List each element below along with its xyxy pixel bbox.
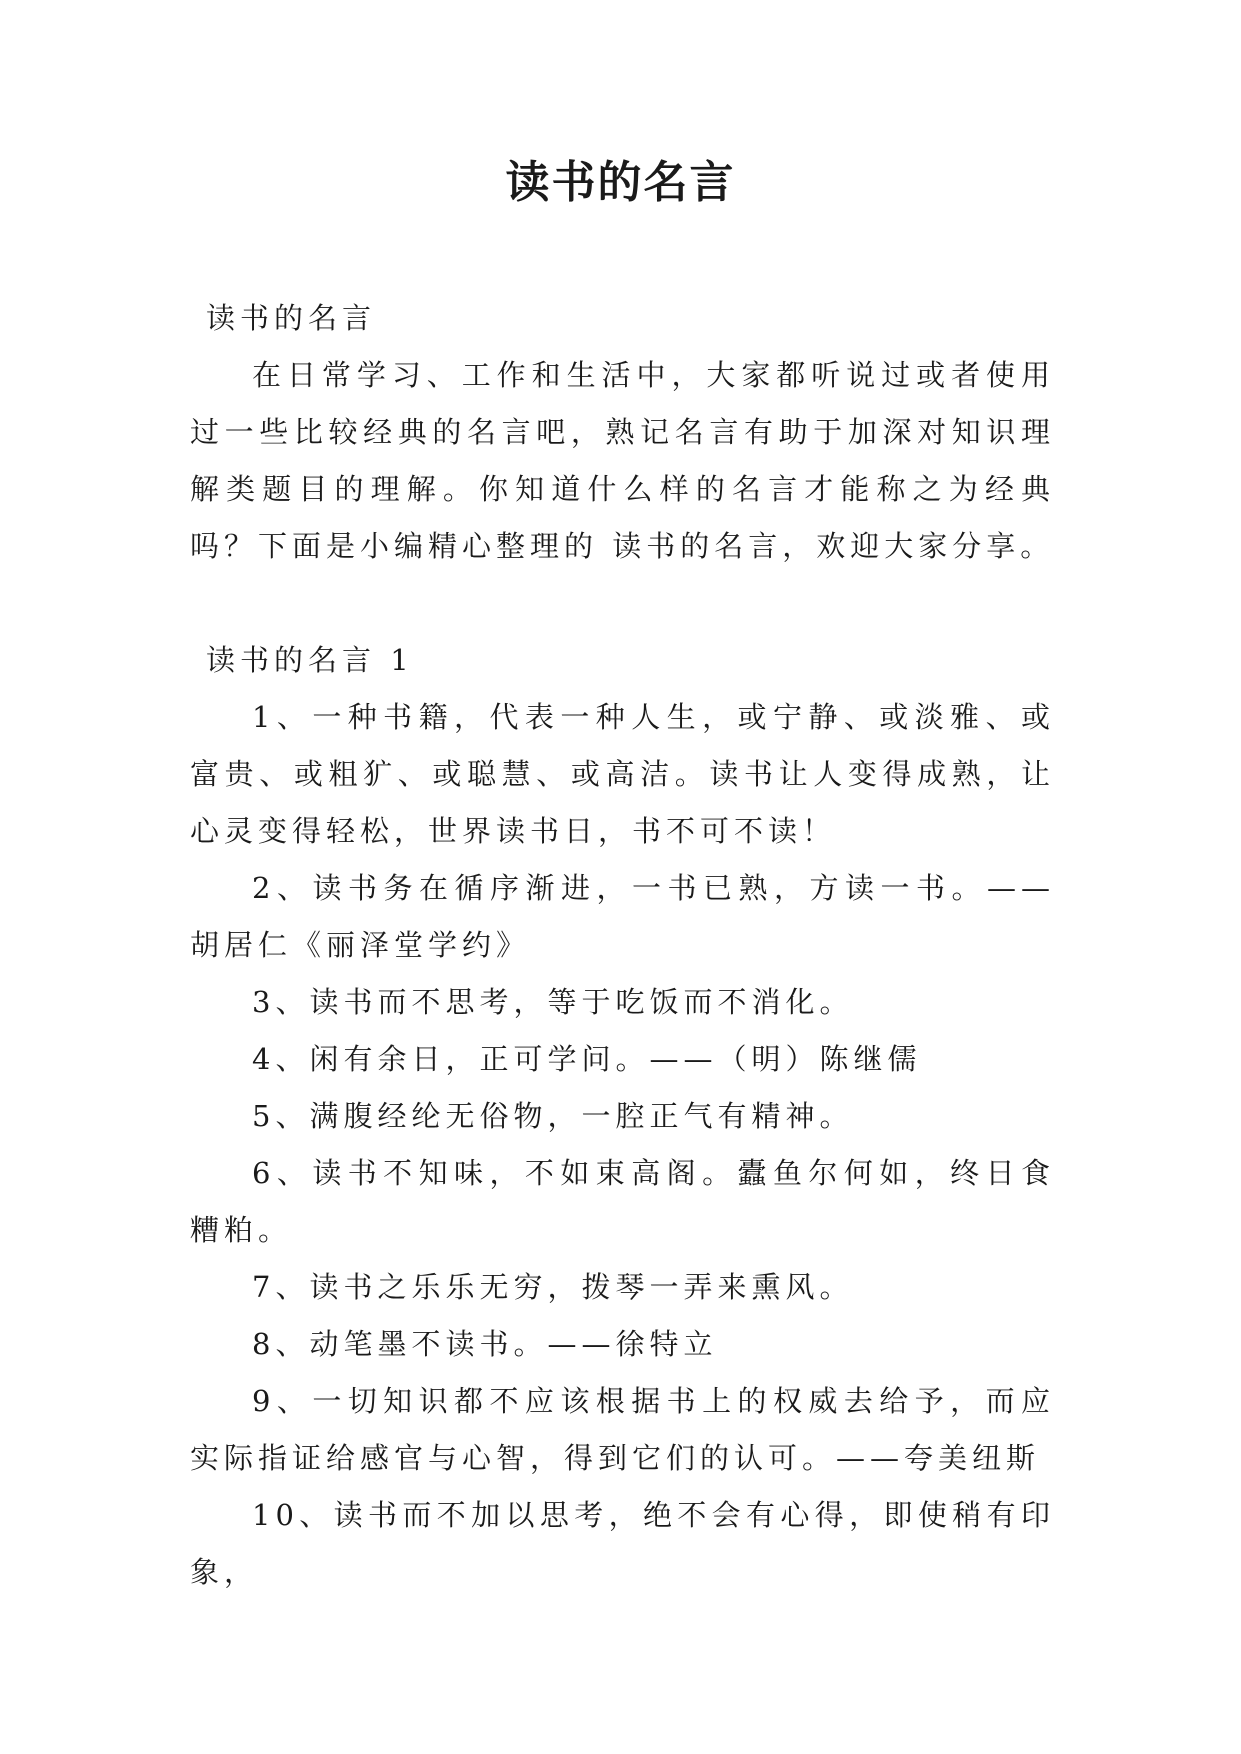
quote-list (190, 689, 1055, 1601)
intro-paragraph: 在日常学习、工作和生活中，大家都听说过或者使用过一些比较经典的名言吧，熟记名言有助于加深对知识理解类题目的理解。你知道什么样的名言才能称之为经典吗？下面是小编精心整理的 读书的名言，欢迎大家分享。 (190, 358, 1055, 563)
intro-heading: 读书的名言 (206, 301, 377, 335)
quote-item: 8、动笔墨不读书。——徐特立 (252, 1327, 718, 1361)
quote-item: 3、读书而不思考，等于吃饭而不消化。 (252, 985, 854, 1019)
section-heading: 读书的名言 1 (206, 643, 414, 677)
document-body (190, 290, 1055, 1601)
quote-item: 1、一种书籍，代表一种人生，或宁静、或淡雅、或富贵、或粗犷、或聪慧、或高洁。读书让人变得成熟，让心灵变得轻松，世界读书日，书不可不读！ (190, 700, 1055, 848)
quote-item: 9、一切知识都不应该根据书上的权威去给予，而应实际指证给感官与心智，得到它们的认可。——夸美纽斯 (190, 1384, 1055, 1475)
section-spacer (190, 575, 1055, 632)
quote-item: 6、读书不知味，不如束高阁。蠹鱼尔何如，终日食糟粕。 (190, 1156, 1055, 1247)
quote-item: 10、读书而不加以思考，绝不会有心得，即使稍有印象， (190, 1498, 1055, 1589)
quote-item: 4、闲有余日，正可学问。——（明）陈继儒 (252, 1042, 922, 1076)
document-title: 读书的名言 (505, 157, 736, 208)
quote-item: 2、读书务在循序渐进，一书已熟，方读一书。——胡居仁《丽泽堂学约》 (190, 871, 1055, 962)
quote-item: 5、满腹经纶无俗物，一腔正气有精神。 (252, 1099, 854, 1133)
quote-item: 7、读书之乐乐无穷，拨琴一弄来熏风。 (252, 1270, 854, 1304)
